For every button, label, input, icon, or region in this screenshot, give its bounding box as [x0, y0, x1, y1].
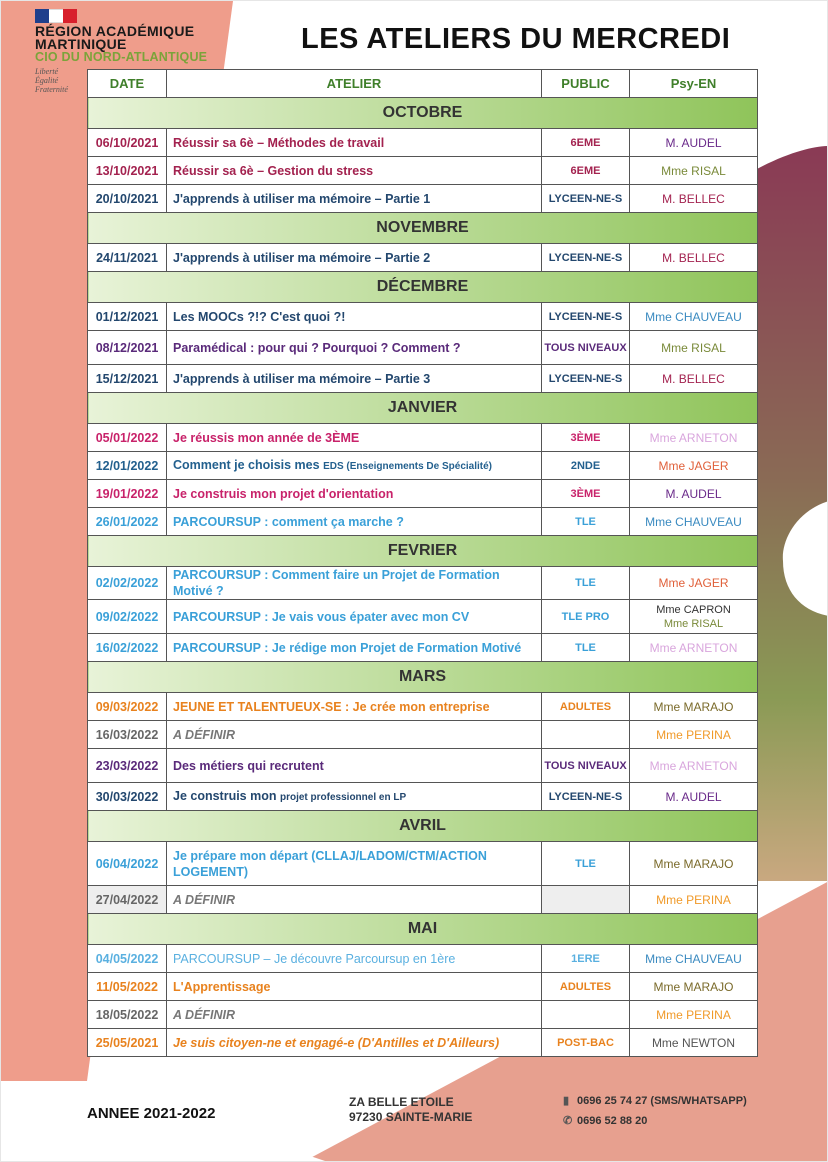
cell-atelier [167, 600, 542, 634]
psy-name: Mme RISAL [661, 340, 726, 355]
cell-date: 09/02/2022 [88, 600, 167, 634]
cell-psy-en [630, 886, 758, 914]
atelier-title: Des métiers qui recrutent [173, 758, 324, 773]
header-psy-en: Psy-EN [630, 70, 758, 98]
phone-mobile: 0696 25 74 27 (SMS/WHATSAPP) [577, 1095, 747, 1107]
table-row [88, 634, 758, 662]
atelier-title: Réussir sa 6è – Gestion du stress [173, 163, 374, 178]
atelier-title: Les MOOCs ?!? C'est quoi ?! [173, 309, 346, 324]
cell-date: 11/05/2022 [88, 973, 167, 1001]
cell-atelier [167, 1029, 542, 1057]
cell-psy-en [630, 157, 758, 185]
table-row [88, 973, 758, 1001]
cell-public: TLE [542, 842, 630, 886]
cell-psy-en [630, 303, 758, 331]
month-row [88, 98, 758, 129]
french-flag-icon [35, 9, 77, 23]
cell-public: 6EME [542, 157, 630, 185]
header-date: DATE [88, 70, 167, 98]
logo-motto: Liberté Égalité Fraternité [35, 67, 68, 94]
cell-date: 30/03/2022 [88, 783, 167, 811]
table-row [88, 365, 758, 393]
table-row [88, 1029, 758, 1057]
cell-psy-en [630, 842, 758, 886]
month-label: NOVEMBRE [88, 213, 758, 244]
cell-psy-en [630, 783, 758, 811]
atelier-subtitle: projet professionnel en LP [279, 791, 407, 803]
contact-info [563, 1091, 747, 1131]
cell-atelier [167, 331, 542, 365]
atelier-title: Je construis mon [173, 788, 277, 803]
cell-date: 26/01/2022 [88, 508, 167, 536]
table-row [88, 480, 758, 508]
table-row [88, 303, 758, 331]
cell-psy-en [630, 1001, 758, 1029]
table-body [88, 98, 758, 1057]
table-row [88, 157, 758, 185]
table-row [88, 508, 758, 536]
atelier-title: J'apprends à utiliser ma mémoire – Partie 2 [173, 250, 431, 265]
psy-name: Mme CAPRON [656, 603, 731, 616]
cell-public: LYCEEN-NE-S [542, 244, 630, 272]
atelier-title: JEUNE ET TALENTUEUX-SE : Je crée mon entreprise [173, 699, 490, 714]
cell-date: 08/12/2021 [88, 331, 167, 365]
cell-public: 2NDE [542, 452, 630, 480]
atelier-title: Je construis mon projet d'orientation [173, 486, 394, 501]
logo-cio: CIO DU NORD-ATLANTIQUE [35, 50, 208, 64]
psy-name: Mme JAGER [658, 458, 729, 473]
atelier-title: PARCOURSUP : Comment faire un Projet de Formation Motivé ? [173, 568, 500, 598]
cell-public: ADULTES [542, 973, 630, 1001]
psy-name: Mme JAGER [658, 576, 729, 590]
cell-date: 01/12/2021 [88, 303, 167, 331]
cell-public: ADULTES [542, 693, 630, 721]
month-label: OCTOBRE [88, 98, 758, 129]
table-row [88, 721, 758, 749]
cell-atelier [167, 508, 542, 536]
cell-public: LYCEEN-NE-S [542, 303, 630, 331]
school-year: ANNEE 2021-2022 [87, 1105, 216, 1122]
cell-psy-en [630, 365, 758, 393]
cell-atelier [167, 973, 542, 1001]
cell-psy-en [630, 452, 758, 480]
month-label: MARS [88, 662, 758, 693]
cell-public: TLE [542, 508, 630, 536]
psy-name: M. BELLEC [662, 371, 725, 386]
table-row [88, 129, 758, 157]
cell-public: POST-BAC [542, 1029, 630, 1057]
cell-psy-en [630, 244, 758, 272]
month-row [88, 213, 758, 244]
table-row [88, 567, 758, 600]
cell-public: TOUS NIVEAUX [542, 749, 630, 783]
month-row [88, 393, 758, 424]
atelier-title: Je suis citoyen-ne et engagé-e (D'Antilles et D'Ailleurs) [173, 1035, 500, 1050]
table-row [88, 749, 758, 783]
cell-psy-en [630, 1029, 758, 1057]
cell-atelier [167, 185, 542, 213]
atelier-title: Comment je choisis mes [173, 457, 320, 472]
cell-atelier [167, 452, 542, 480]
cell-date: 27/04/2022 [88, 886, 167, 914]
cell-date: 16/03/2022 [88, 721, 167, 749]
cell-public: TLE [542, 634, 630, 662]
cell-date: 06/10/2021 [88, 129, 167, 157]
cell-date: 23/03/2022 [88, 749, 167, 783]
psy-name: Mme PERINA [656, 892, 731, 907]
cell-atelier [167, 365, 542, 393]
table-row [88, 600, 758, 634]
atelier-title: Je réussis mon année de 3ÈME [173, 430, 360, 445]
month-row [88, 914, 758, 945]
cell-public [542, 1001, 630, 1029]
atelier-title: Réussir sa 6è – Méthodes de travail [173, 135, 385, 150]
table-row [88, 886, 758, 914]
cell-atelier [167, 303, 542, 331]
cell-date: 05/01/2022 [88, 424, 167, 452]
cell-public: TLE PRO [542, 600, 630, 634]
table-row [88, 244, 758, 272]
psy-name: Mme MARAJO [653, 979, 734, 994]
atelier-title: L'Apprentissage [173, 979, 271, 994]
atelier-title: A DÉFINIR [173, 892, 236, 907]
logo-region: RÉGION ACADÉMIQUE [35, 23, 195, 39]
table-row [88, 185, 758, 213]
psy-name: Mme MARAJO [653, 699, 734, 714]
cell-atelier [167, 842, 542, 886]
cell-public: 3ÈME [542, 480, 630, 508]
month-label: DÉCEMBRE [88, 272, 758, 303]
psy-name: Mme PERINA [656, 727, 731, 742]
atelier-title: PARCOURSUP : comment ça marche ? [173, 514, 404, 529]
cell-date: 25/05/2021 [88, 1029, 167, 1057]
table-row [88, 783, 758, 811]
psy-name: M. BELLEC [662, 191, 725, 206]
cell-atelier [167, 1001, 542, 1029]
atelier-title: Je prépare mon départ (CLLAJ/LADOM/CTM/ACTION LOGEMENT) [173, 848, 487, 879]
cell-atelier [167, 886, 542, 914]
atelier-subtitle: EDS (Enseignements De Spécialité) [323, 460, 493, 472]
psy-name: M. BELLEC [662, 250, 725, 265]
atelier-title: PARCOURSUP – Je découvre Parcoursup en 1ère [173, 951, 456, 966]
psy-name-secondary: Mme RISAL [663, 617, 724, 630]
table-row [88, 1001, 758, 1029]
cell-date: 16/02/2022 [88, 634, 167, 662]
month-row [88, 662, 758, 693]
psy-name: Mme ARNETON [649, 640, 738, 655]
psy-name: Mme ARNETON [649, 430, 738, 445]
cell-public: 6EME [542, 129, 630, 157]
month-row [88, 811, 758, 842]
cell-public: LYCEEN-NE-S [542, 185, 630, 213]
cell-public: 3ÈME [542, 424, 630, 452]
cell-atelier [167, 693, 542, 721]
cell-date: 24/11/2021 [88, 244, 167, 272]
cell-date: 13/10/2021 [88, 157, 167, 185]
psy-name: Mme ARNETON [649, 758, 738, 773]
cell-psy-en [630, 945, 758, 973]
cell-psy-en [630, 721, 758, 749]
cell-psy-en [630, 600, 758, 634]
month-row [88, 536, 758, 567]
psy-name: Mme CHAUVEAU [645, 951, 742, 966]
address [349, 1095, 472, 1125]
cell-date: 20/10/2021 [88, 185, 167, 213]
cell-atelier [167, 129, 542, 157]
cell-date: 09/03/2022 [88, 693, 167, 721]
telephone-icon: ✆ [563, 1115, 573, 1127]
psy-name: Mme CHAUVEAU [645, 309, 742, 324]
atelier-title: A DÉFINIR [173, 1007, 236, 1022]
cell-atelier [167, 157, 542, 185]
cell-date: 06/04/2022 [88, 842, 167, 886]
logo-academy: MARTINIQUE [35, 36, 127, 52]
cell-atelier [167, 945, 542, 973]
atelier-title: J'apprends à utiliser ma mémoire – Partie 3 [173, 371, 431, 386]
month-row [88, 272, 758, 303]
cell-psy-en [630, 129, 758, 157]
cell-atelier [167, 480, 542, 508]
psy-name: Mme MARAJO [653, 856, 734, 871]
cell-psy-en [630, 480, 758, 508]
address-line-1: ZA BELLE ETOILE [349, 1095, 454, 1109]
psy-name: M. AUDEL [665, 486, 722, 501]
month-label: AVRIL [88, 811, 758, 842]
cell-date: 18/05/2022 [88, 1001, 167, 1029]
page-title: LES ATELIERS DU MERCREDI [301, 23, 731, 55]
psy-name: Mme NEWTON [651, 1035, 736, 1050]
cell-date: 15/12/2021 [88, 365, 167, 393]
cell-psy-en [630, 749, 758, 783]
psy-name: Mme PERINA [656, 1007, 731, 1022]
cell-date: 12/01/2022 [88, 452, 167, 480]
cell-public: TLE [542, 567, 630, 600]
cell-psy-en [630, 331, 758, 365]
atelier-title: Paramédical : pour qui ? Pourquoi ? Comment ? [173, 340, 461, 355]
cell-atelier [167, 783, 542, 811]
header-atelier: ATELIER [167, 70, 542, 98]
cell-psy-en [630, 634, 758, 662]
psy-name: M. AUDEL [665, 789, 722, 804]
workshop-schedule-table [87, 69, 758, 1057]
psy-name: Mme CHAUVEAU [645, 514, 742, 529]
cell-date: 04/05/2022 [88, 945, 167, 973]
cell-date: 02/02/2022 [88, 567, 167, 600]
cell-psy-en [630, 693, 758, 721]
atelier-title: PARCOURSUP : Je vais vous épater avec mon CV [173, 609, 470, 624]
cell-atelier [167, 749, 542, 783]
atelier-title: A DÉFINIR [173, 727, 236, 742]
cell-psy-en [630, 424, 758, 452]
cell-public: TOUS NIVEAUX [542, 331, 630, 365]
cell-atelier [167, 721, 542, 749]
cell-public: LYCEEN-NE-S [542, 365, 630, 393]
atelier-title: PARCOURSUP : Je rédige mon Projet de Formation Motivé [173, 640, 522, 655]
table-row [88, 945, 758, 973]
cell-atelier [167, 424, 542, 452]
mobile-phone-icon: ▮ [563, 1095, 570, 1107]
phone-fixed: 0696 52 88 20 [577, 1115, 648, 1127]
cell-atelier [167, 567, 542, 600]
psy-name: Mme RISAL [661, 163, 726, 178]
table-row [88, 331, 758, 365]
psy-name: M. AUDEL [665, 135, 722, 150]
cell-public: 1ERE [542, 945, 630, 973]
cell-psy-en [630, 567, 758, 600]
cell-date: 19/01/2022 [88, 480, 167, 508]
right-gradient-shape [757, 146, 828, 881]
atelier-title: J'apprends à utiliser ma mémoire – Partie 1 [173, 191, 431, 206]
table-row [88, 693, 758, 721]
cell-public: LYCEEN-NE-S [542, 783, 630, 811]
table-row [88, 842, 758, 886]
table-row [88, 452, 758, 480]
cell-atelier [167, 634, 542, 662]
cell-psy-en [630, 508, 758, 536]
month-label: JANVIER [88, 393, 758, 424]
month-label: MAI [88, 914, 758, 945]
cell-psy-en [630, 185, 758, 213]
month-label: FEVRIER [88, 536, 758, 567]
cell-atelier [167, 244, 542, 272]
header-public: PUBLIC [542, 70, 630, 98]
cell-psy-en [630, 973, 758, 1001]
table-row [88, 424, 758, 452]
address-line-2: 97230 SAINTE-MARIE [349, 1110, 473, 1124]
cell-public [542, 721, 630, 749]
cell-public [542, 886, 630, 914]
table-header-row [88, 70, 758, 98]
